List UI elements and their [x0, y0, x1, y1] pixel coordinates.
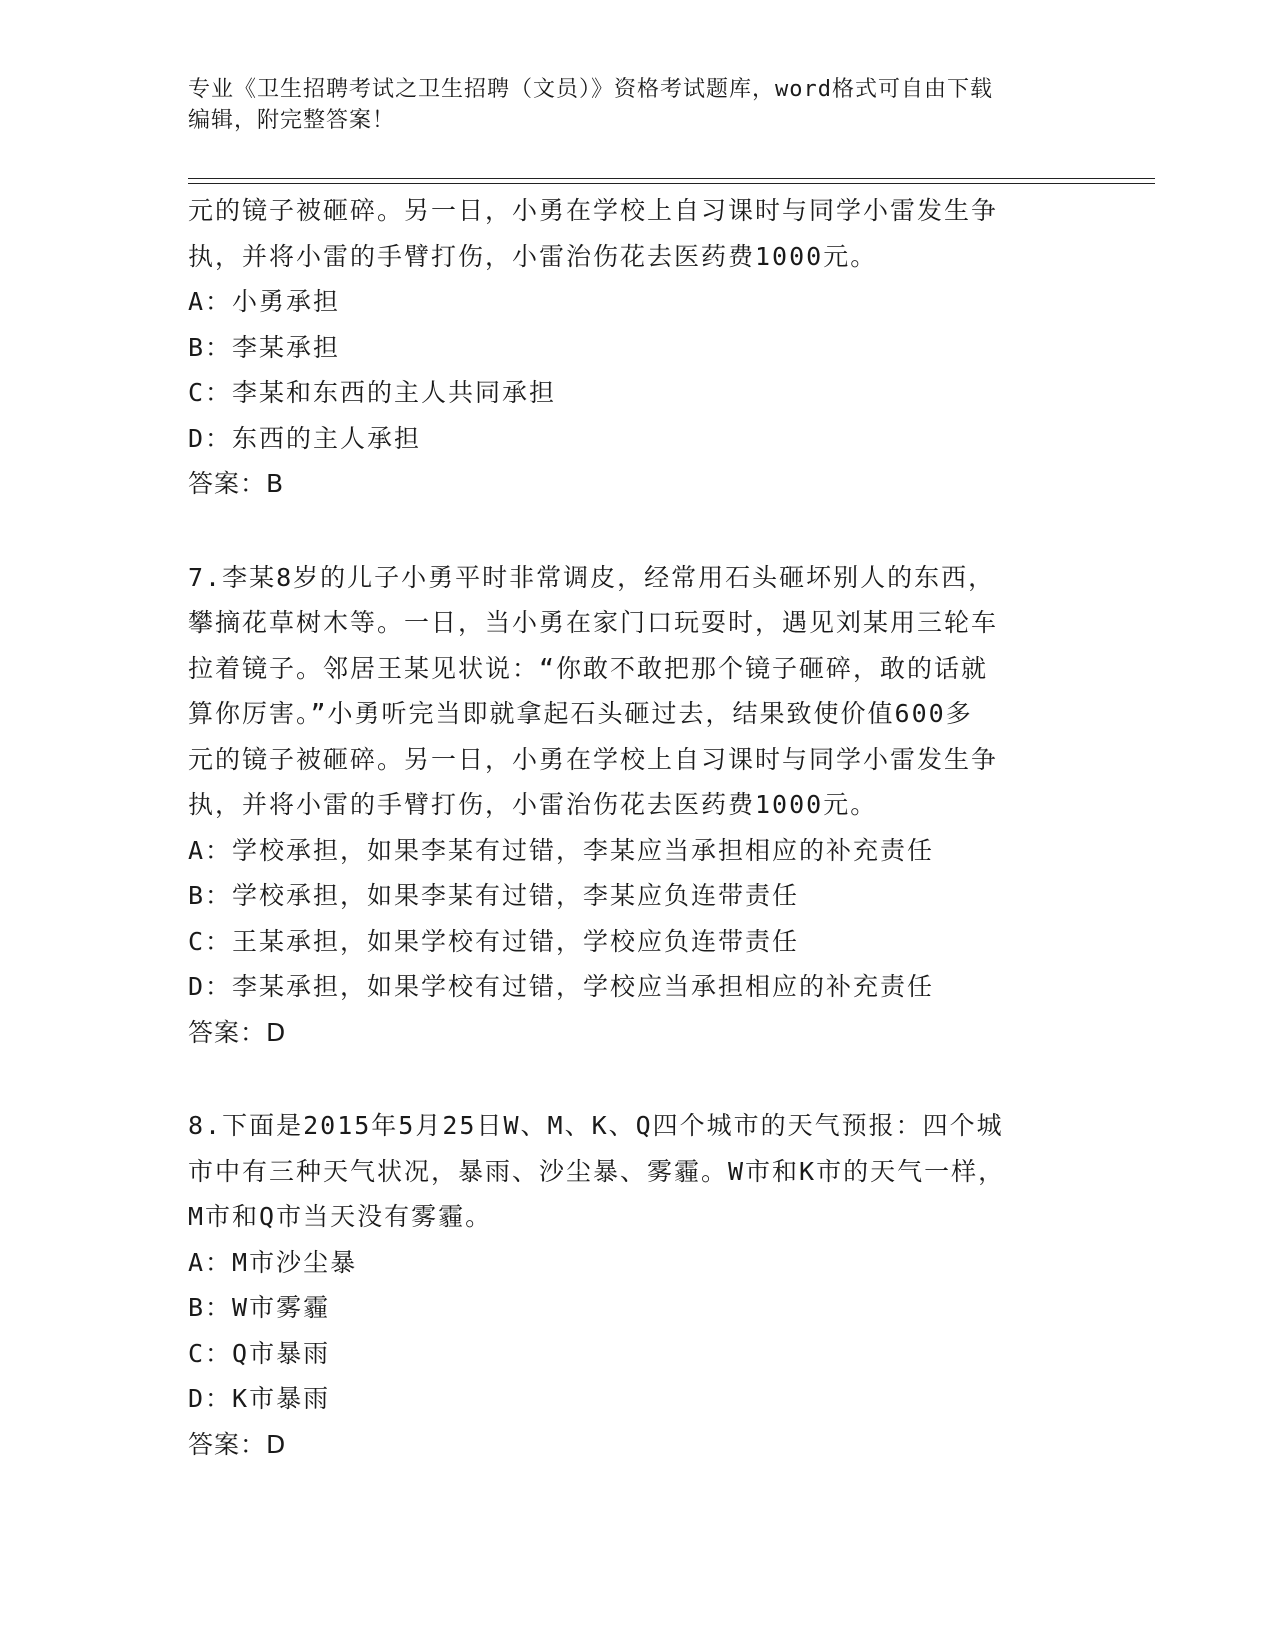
question-text-line: 元的镜子被砸碎。另一日，小勇在学校上自习课时与同学小雷发生争 [188, 196, 999, 225]
header-divider-top [188, 178, 1155, 179]
question-text-line: 市中有三种天气状况，暴雨、沙尘暴、雾霾。W市和K市的天气一样， [188, 1156, 1006, 1186]
option-c: C：Q市暴雨 [188, 1338, 331, 1368]
option-c: C：王某承担，如果学校有过错，学校应负连带责任 [188, 926, 800, 956]
question-text-line: 拉着镜子。邻居王某见状说：“你敢不敢把那个镜子砸碎，敢的话就 [188, 653, 989, 683]
header-line-2: 编辑，附完整答案！ [188, 108, 396, 133]
spacer [188, 1055, 1088, 1103]
question-text-line: 执，并将小雷的手臂打伤，小雷治伤花去医药费1000元。 [188, 241, 878, 271]
option-b: B：李某承担 [188, 332, 341, 362]
option-a: A：M市沙尘暴 [188, 1247, 358, 1277]
option-d: D：K市暴雨 [188, 1384, 331, 1413]
answer-label: 答案：D [188, 1429, 287, 1459]
document-body [188, 188, 1088, 1467]
option-d: D：东西的主人承担 [188, 423, 422, 453]
header-line-1: 专业《卫生招聘考试之卫生招聘（文员）》资格考试题库，word格式可自由下载 [188, 77, 993, 102]
answer-label: 答案：D [188, 1017, 287, 1047]
option-b: B：W市雾霾 [188, 1293, 331, 1322]
option-b: B：学校承担，如果李某有过错，李某应负连带责任 [188, 881, 800, 910]
question-text-line: 8.下面是2015年5月25日W、M、K、Q四个城市的天气预报：四个城 [188, 1111, 1004, 1140]
question-6 [188, 188, 1088, 507]
question-text-line: 执，并将小雷的手臂打伤，小雷治伤花去医药费1000元。 [188, 790, 878, 819]
question-text-line: 攀摘花草树木等。一日，当小勇在家门口玩耍时，遇见刘某用三轮车 [188, 608, 999, 637]
question-text-line: 7.李某8岁的儿子小勇平时非常调皮，经常用石头砸坏别人的东西， [188, 562, 996, 592]
question-text-line: 元的镜子被砸碎。另一日，小勇在学校上自习课时与同学小雷发生争 [188, 744, 999, 774]
header-divider-bottom [188, 183, 1155, 184]
option-d: D：李某承担，如果学校有过错，学校应当承担相应的补充责任 [188, 972, 935, 1001]
spacer [188, 507, 1088, 555]
answer-label: 答案：B [188, 469, 285, 498]
document-header [188, 74, 1068, 136]
option-a: A：小勇承担 [188, 287, 341, 316]
question-text-line: 算你厉害。”小勇听完当即就拿起石头砸过去，结果致使价值600多 [188, 699, 973, 728]
question-8 [188, 1103, 1088, 1467]
option-c: C：李某和东西的主人共同承担 [188, 378, 557, 407]
question-text-line: M市和Q市当天没有雾霾。 [188, 1202, 493, 1231]
option-a: A：学校承担，如果李某有过错，李某应当承担相应的补充责任 [188, 835, 935, 865]
question-7 [188, 555, 1088, 1056]
